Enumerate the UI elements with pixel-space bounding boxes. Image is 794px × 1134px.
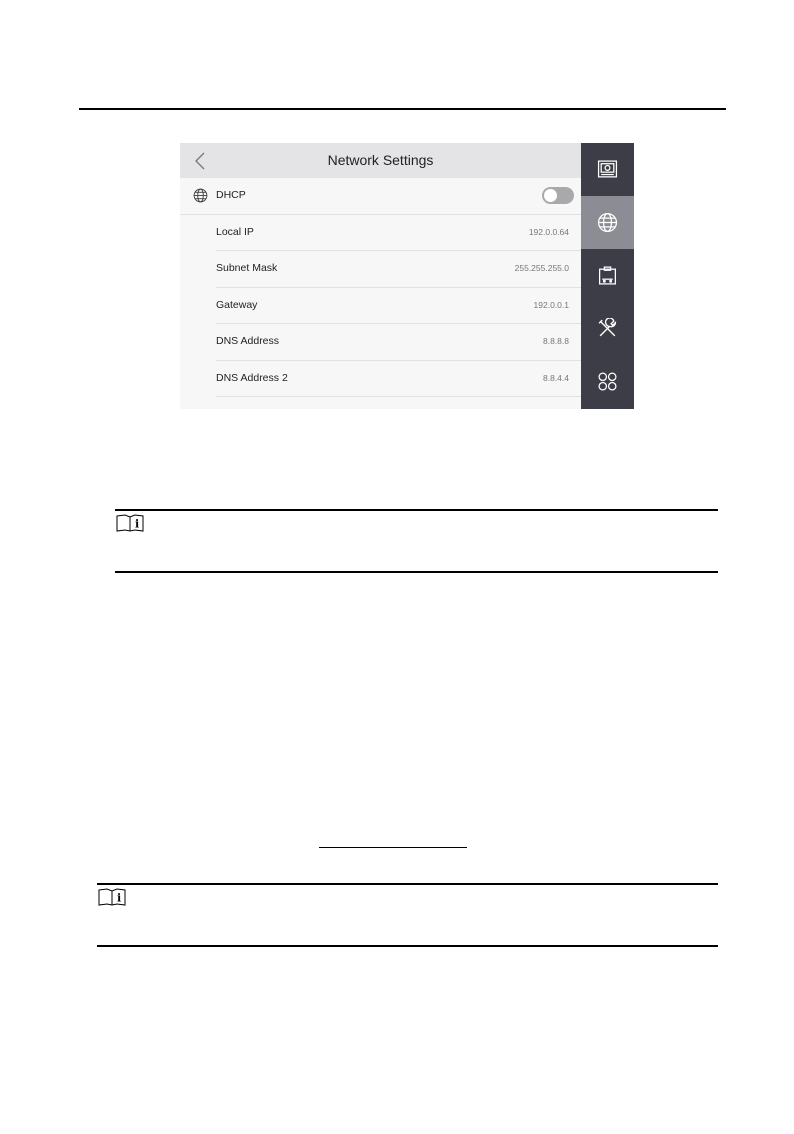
row-label: DNS Address bbox=[216, 335, 280, 347]
row-label: DHCP bbox=[216, 189, 246, 201]
globe-icon bbox=[193, 188, 208, 203]
note-bottom-rule bbox=[97, 945, 718, 947]
note-top-rule bbox=[115, 509, 718, 511]
globe-icon bbox=[597, 212, 618, 233]
row-label: DNS Address 2 bbox=[216, 371, 288, 384]
row-value: 192.0.0.64 bbox=[528, 226, 569, 237]
sidebar-item-tools[interactable] bbox=[581, 302, 634, 355]
monitor-settings-icon bbox=[597, 159, 618, 180]
network-settings-screenshot bbox=[180, 143, 634, 409]
title-bar bbox=[180, 143, 581, 178]
device-card-icon bbox=[597, 265, 618, 286]
row-value: 192.0.0.1 bbox=[533, 299, 569, 310]
header-rule bbox=[79, 108, 726, 110]
note-top-rule bbox=[97, 883, 718, 885]
page-title: Network Settings bbox=[327, 152, 434, 168]
tools-icon bbox=[597, 318, 618, 339]
sidebar-item-network[interactable] bbox=[581, 196, 634, 249]
dhcp-toggle[interactable] bbox=[542, 187, 574, 204]
sidebar bbox=[581, 143, 634, 409]
settings-row-local-ip[interactable] bbox=[216, 215, 581, 252]
settings-row-gateway[interactable] bbox=[216, 288, 581, 325]
apps-icon bbox=[597, 371, 618, 392]
row-value: 8.8.4.4 bbox=[543, 372, 569, 383]
row-value: 255.255.255.0 bbox=[514, 263, 569, 273]
row-value: 8.8.8.8 bbox=[543, 336, 569, 346]
sidebar-item-device[interactable] bbox=[581, 249, 634, 302]
note-info-icon bbox=[116, 514, 144, 532]
settings-row-dhcp[interactable] bbox=[180, 178, 581, 215]
row-label: Local IP bbox=[216, 225, 254, 238]
underline-rule bbox=[319, 847, 467, 848]
toggle-knob bbox=[544, 189, 557, 202]
note-info-icon bbox=[98, 888, 126, 906]
note-bottom-rule bbox=[115, 571, 718, 573]
svg-text:i: i bbox=[117, 891, 122, 905]
sidebar-item-monitor[interactable] bbox=[581, 143, 634, 196]
settings-list bbox=[180, 178, 581, 397]
sidebar-item-apps[interactable] bbox=[581, 355, 634, 408]
settings-row-dns-address[interactable] bbox=[216, 324, 581, 361]
settings-row-dns-address-2[interactable] bbox=[216, 361, 581, 398]
settings-row-subnet-mask[interactable] bbox=[216, 251, 581, 288]
row-label: Subnet Mask bbox=[216, 262, 278, 274]
row-label: Gateway bbox=[216, 298, 258, 311]
svg-text:i: i bbox=[135, 517, 140, 531]
